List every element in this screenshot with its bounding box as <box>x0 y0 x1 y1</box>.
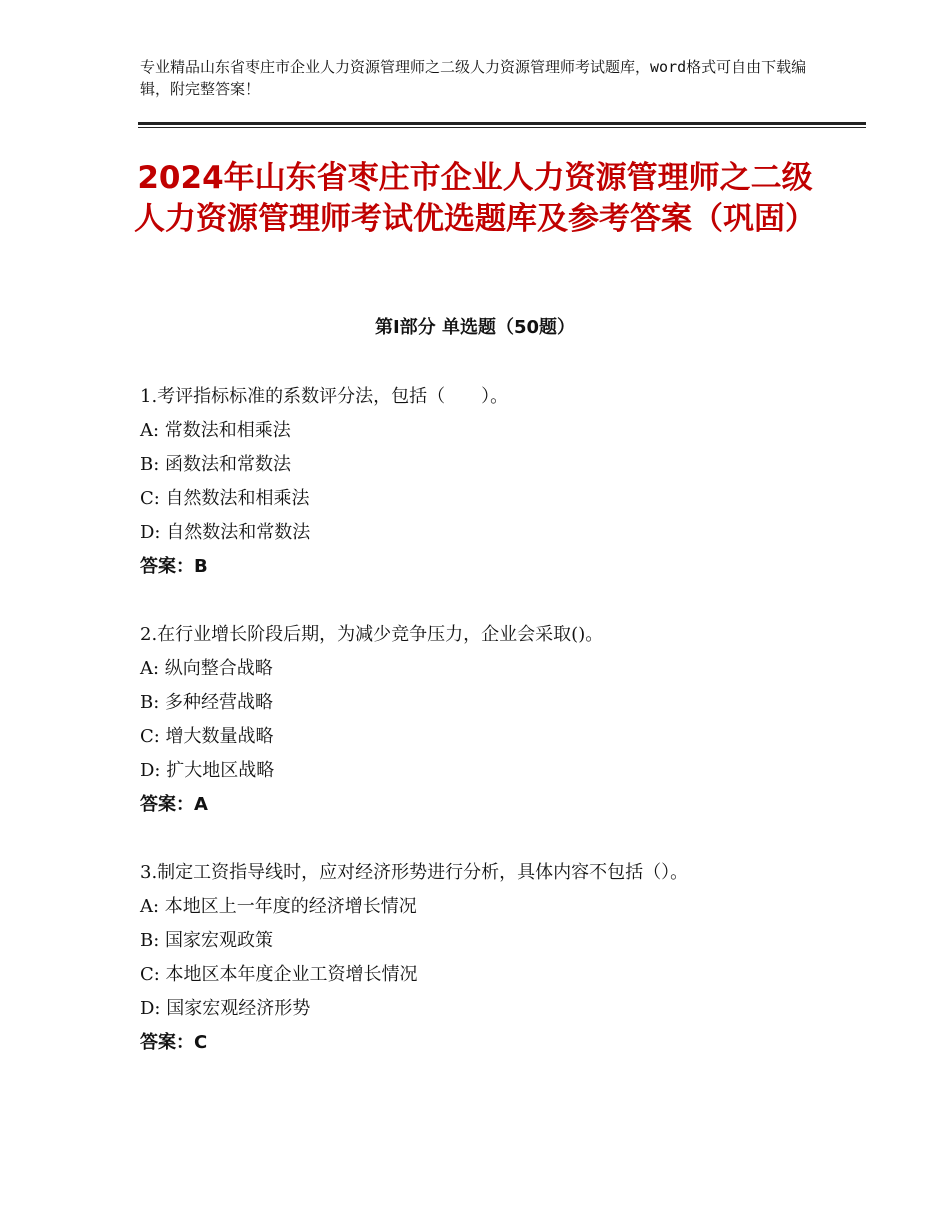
option-b: B: 国家宏观政策 <box>140 930 274 951</box>
option-c: C: 本地区本年度企业工资增长情况 <box>140 964 418 985</box>
question-stem: 1.考评指标标准的系数评分法，包括（ ）。 <box>140 386 509 407</box>
section-title: 第Ⅰ部分 单选题（50题） <box>374 317 575 338</box>
question-2 <box>140 618 840 822</box>
question-1 <box>140 380 840 584</box>
header-rule-thick <box>138 122 866 125</box>
answer: 答案：A <box>140 794 208 815</box>
answer: 答案：C <box>140 1032 208 1053</box>
answer: 答案：B <box>140 556 208 577</box>
option-c: C: 增大数量战略 <box>140 726 274 747</box>
option-a: A: 纵向整合战略 <box>140 658 273 679</box>
header-rule-thin <box>138 127 866 128</box>
header-note: 专业精品山东省枣庄市企业人力资源管理师之二级人力资源管理师考试题库，word格式可自由下载编辑，附完整答案！ <box>140 58 807 98</box>
question-stem: 3.制定工资指导线时，应对经济形势进行分析，具体内容不包括（）。 <box>140 862 689 883</box>
option-c: C: 自然数法和相乘法 <box>140 488 310 509</box>
option-b: B: 多种经营战略 <box>140 692 274 713</box>
option-b: B: 函数法和常数法 <box>140 454 292 475</box>
question-3 <box>140 856 840 1060</box>
option-a: A: 本地区上一年度的经济增长情况 <box>140 896 417 917</box>
question-list <box>140 380 840 1094</box>
document-title: 2024年山东省枣庄市企业人力资源管理师之二级人力资源管理师考试优选题库及参考答案（巩固） <box>134 160 816 237</box>
option-a: A: 常数法和相乘法 <box>140 420 291 441</box>
question-stem: 2.在行业增长阶段后期，为减少竞争压力，企业会采取()。 <box>140 624 604 645</box>
option-d: D: 国家宏观经济形势 <box>140 998 311 1019</box>
option-d: D: 扩大地区战略 <box>140 760 275 781</box>
option-d: D: 自然数法和常数法 <box>140 522 311 543</box>
